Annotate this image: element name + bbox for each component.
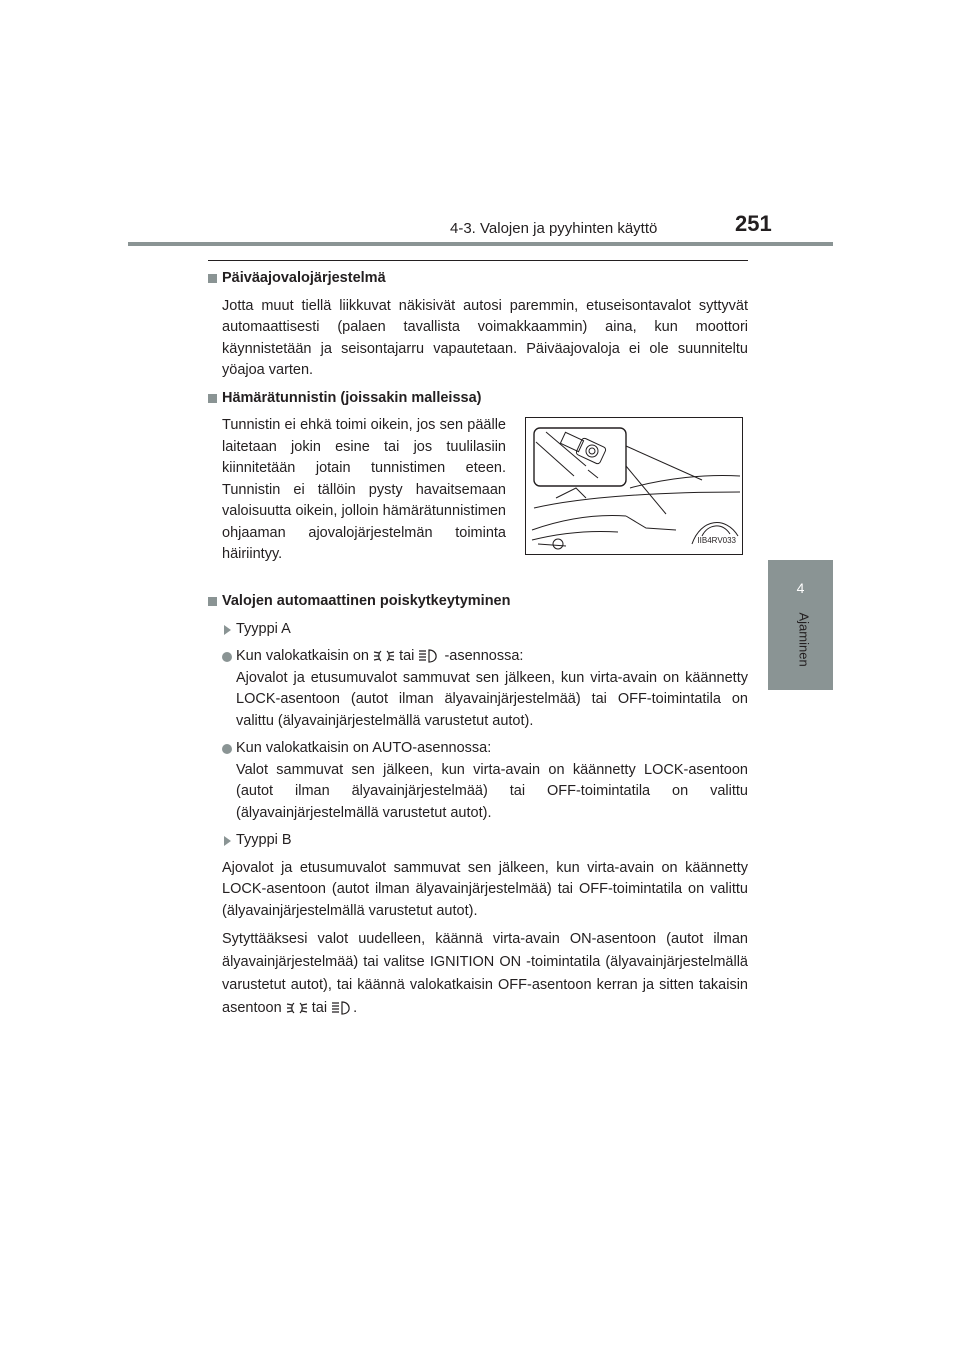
page-content <box>208 268 748 1026</box>
parking-light-icon <box>286 1000 308 1016</box>
figure-code: IIB4RV033 <box>697 535 736 545</box>
content-rule <box>208 260 748 261</box>
type-a-label: Tyyppi A <box>236 620 291 637</box>
header-rule <box>128 242 833 246</box>
bullet1-suffix: -asennossa: <box>444 648 524 664</box>
round-bullet-icon <box>222 652 232 662</box>
triangle-bullet-icon <box>224 836 231 846</box>
headlight-icon <box>331 1000 353 1016</box>
relight-end: . <box>353 1000 358 1016</box>
bullet-light-switch-position <box>208 646 748 732</box>
bullet2-text: Valot sammuvat sen jälkeen, kun virta-avain on käännetty LOCK-asentoon (autot ilman älyavainjärjestelmää) tai OFF-toimintatila on valittu (älyavainjärjestelmällä varustetut autot). <box>236 761 748 821</box>
type-b-heading <box>208 830 748 852</box>
bullet1-mid: tai <box>399 648 415 664</box>
bullet1-prefix: Kun valokatkaisin on <box>236 648 369 664</box>
sensor-text: Tunnistin ei ehkä toimi oikein, jos sen päälle laitetaan jokin esine tai jos tuulilasiin kiinnitetään jotain tunnistimen eteen. Tunnistin ei tällöin pysty havaitsemaan valoisuutta oikein, jolloin hämärätunnistimen ohjaaman ajovalojärjestelmän toiminta häiriintyy. <box>222 417 506 562</box>
section-heading-sensor <box>208 388 748 410</box>
square-bullet-icon <box>208 274 217 283</box>
bullet2-title: Kun valokatkaisin on AUTO-asennossa: <box>236 740 492 756</box>
headlight-icon <box>418 648 440 664</box>
triangle-bullet-icon <box>224 625 231 635</box>
section-heading-text: Hämärätunnistin (joissakin malleissa) <box>222 389 482 406</box>
square-bullet-icon <box>208 597 217 606</box>
bullet1-text: Ajovalot ja etusumuvalot sammuvat sen jälkeen, kun virta-avain on käännetty LOCK-asentoon (autot ilman älyavainjärjestelmää) tai OFF-toimintatila on valittu (älyavainjärjestelmällä varustetut autot). <box>236 669 748 729</box>
page-number: 251 <box>735 211 772 236</box>
round-bullet-icon <box>222 744 232 754</box>
sensor-block <box>208 415 748 585</box>
type-b-label: Tyyppi B <box>236 832 292 848</box>
relight-mid: tai <box>311 1000 328 1016</box>
section-heading-auto-off <box>208 591 748 613</box>
section-title: 4-3. Valojen ja pyyhinten käyttö <box>450 220 658 237</box>
chapter-number: 4 <box>796 580 805 596</box>
square-bullet-icon <box>208 394 217 403</box>
section-heading-daylight <box>208 268 748 290</box>
section-heading-text: Päiväajovalojärjestelmä <box>222 270 386 286</box>
relight-text <box>208 928 748 1020</box>
bullet-auto-position <box>208 738 748 824</box>
relight-text-body: Sytyttääksesi valot uudelleen, käännä virta-avain ON-asentoon (autot ilman älyavainjärjestelmää) tai valitse IGNITION ON -toimintatila (älyavainjärjestelmällä varustetut autot), tai käännä valokatkaisin OFF-asentoon kerran ja sitten takaisin asentoon <box>222 931 748 1016</box>
type-a-heading <box>208 619 748 641</box>
daylight-text: Jotta muut tiellä liikkuvat näkisivät autosi paremmin, etuseisontavalot syttyvät automaattisesti (palaen tavallista voimakkaammin) aina, kun moottori käynnistetään ja seisontajarru vapautetaan. Päiväajovaloja ei ole suunniteltu yöajoa varten. <box>222 297 748 378</box>
chapter-label: Ajaminen <box>796 612 812 667</box>
type-b-text: Ajovalot ja etusumuvalot sammuvat sen jälkeen, kun virta-avain on käännetty LOCK-asentoon (autot ilman älyavainjärjestelmää) tai OFF-toimintatila on valittu (älyavainjärjestelmällä varustetut autot). <box>222 859 748 919</box>
sensor-illustration <box>525 417 743 555</box>
parking-light-icon <box>373 648 395 664</box>
section-heading-text: Valojen automaattinen poiskytkeytyminen <box>222 593 511 609</box>
